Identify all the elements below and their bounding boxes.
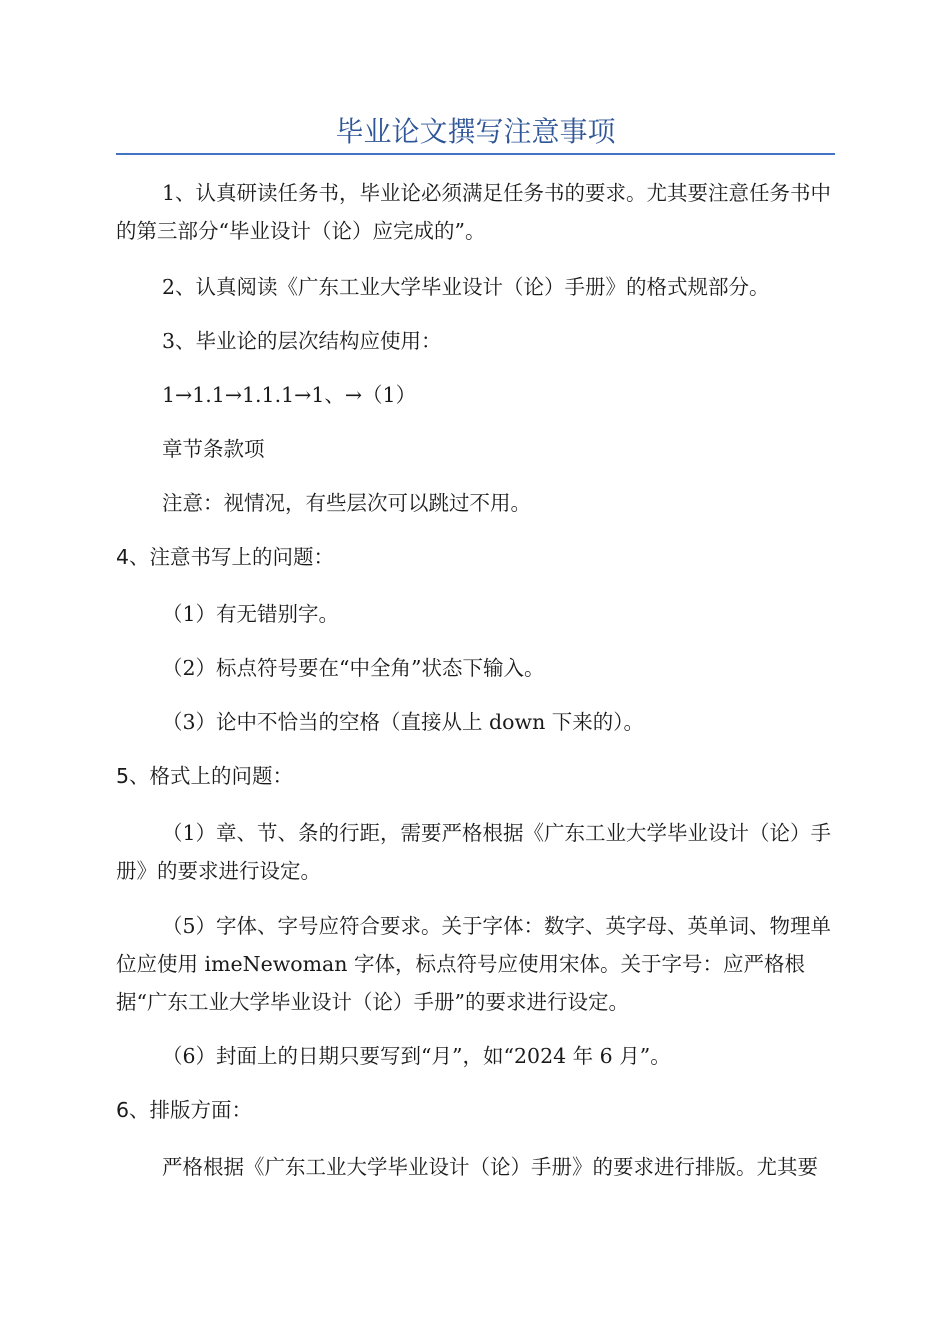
paragraph-hierarchy-intro: 3、毕业论的层次结构应使用：: [162, 329, 442, 353]
writing-item-punctuation: （2）标点符号要在“中全角”状态下输入。: [162, 656, 545, 680]
section-heading-format: 5、格式上的问题：: [116, 764, 294, 788]
title-underline: [116, 153, 835, 155]
format-item-cover-date: （6）封面上的日期只要写到“月”，如“2024 年 6 月”。: [162, 1044, 671, 1068]
section-heading-layout: 6、排版方面：: [116, 1098, 253, 1122]
hierarchy-terms: 章节条款项: [162, 437, 265, 461]
format-item-fonts: （5）字体、字号应符合要求。关于字体：数字、英字母、英单词、物理单位应使用 imeNewoman 字体，标点符号应使用宋体。关于字号：应严格根据“广东工业大学毕业设计（论）手册”的要求进行设定。: [116, 914, 832, 1014]
document-title: 毕业论文撰写注意事项: [335, 115, 616, 148]
layout-paragraph: 严格根据《广东工业大学毕业设计（论）手册》的要求进行排版。尤其要: [162, 1155, 818, 1179]
section-heading-writing: 4、注意书写上的问题：: [116, 545, 335, 569]
writing-item-spaces: （3）论中不恰当的空格（直接从上 down 下来的）。: [162, 710, 645, 734]
paragraph-read-manual: 2、认真阅读《广东工业大学毕业设计（论）手册》的格式规部分。: [162, 275, 770, 299]
writing-item-typos: （1）有无错别字。: [162, 602, 340, 626]
paragraph-task-book: 1、认真研读任务书，毕业论必须满足任务书的要求。尤其要注意任务书中的第三部分“毕业设计（论）应完成的”。: [116, 181, 832, 243]
hierarchy-sequence: 1→1.1→1.1.1→1、→（1）: [162, 383, 417, 407]
format-item-line-spacing: （1）章、节、条的行距，需要严格根据《广东工业大学毕业设计（论）手册》的要求进行设定。: [116, 821, 832, 883]
hierarchy-note: 注意：视情况，有些层次可以跳过不用。: [162, 491, 531, 515]
